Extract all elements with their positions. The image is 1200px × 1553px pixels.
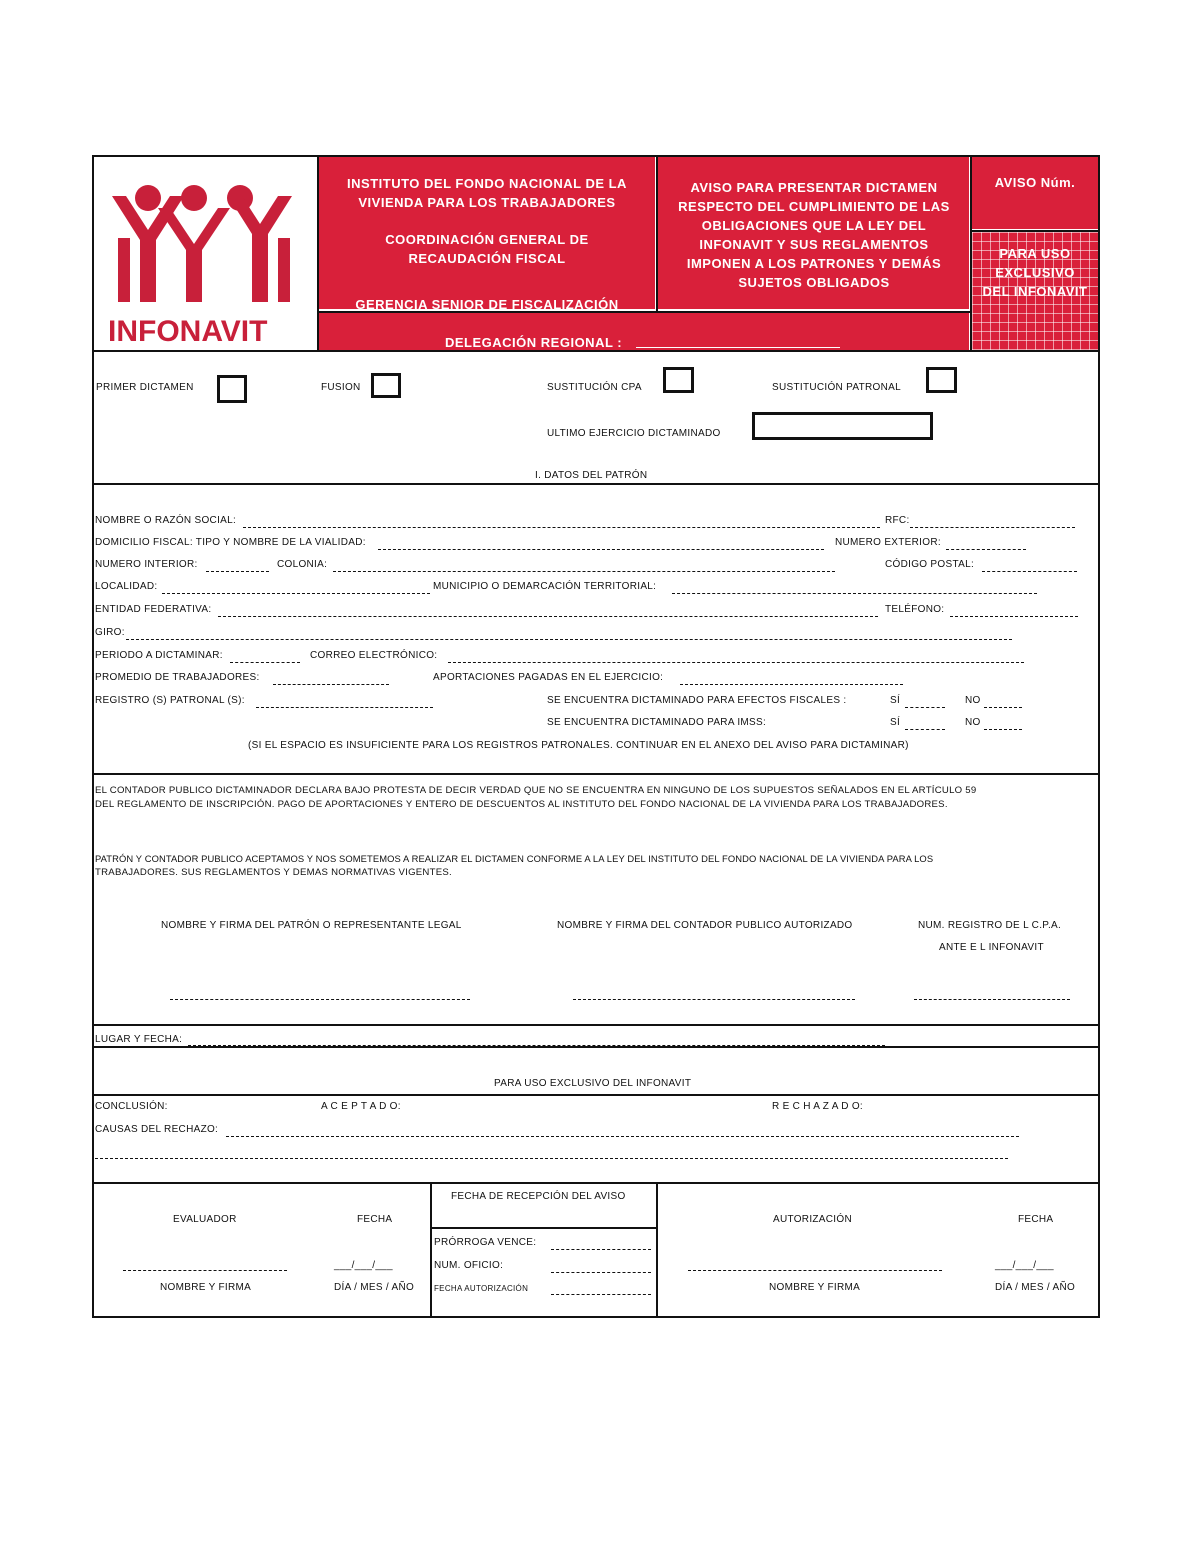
telefono-field[interactable]	[950, 616, 1078, 617]
regional-field[interactable]	[636, 347, 840, 348]
sustitucion-patronal-checkbox[interactable]	[926, 367, 957, 393]
section1-title: I. DATOS DEL PATRÓN	[535, 470, 648, 481]
giro-field[interactable]	[126, 639, 1012, 640]
evaluador-signature-line[interactable]	[123, 1270, 287, 1271]
registro-field[interactable]	[256, 707, 433, 708]
domicilio-field[interactable]	[378, 549, 824, 550]
declaration-line-1: EL CONTADOR PUBLICO DICTAMINADOR DECLARA BAJO PROTESTA DE DECIR VERDAD QUE NO SE ENCUENTRA EN NINGUNO DE LOS SUPUESTOS SEÑALADOS EN EL ARTÍCULO 59	[95, 785, 977, 796]
fecha-autorizacion-label: FECHA AUTORIZACIÓN	[434, 1284, 529, 1293]
declaration-line-3: PATRÓN Y CONTADOR PUBLICO ACEPTAMOS Y NOS SOMETEMOS A REALIZAR EL DICTAMEN CONFORME A LA LEY DEL INSTITUTO DEL FONDO NACIONAL DE LA VIVIENDA PARA LOS	[95, 853, 934, 864]
header-regional-block	[319, 313, 969, 350]
num-oficio-label: NUM. OFICIO:	[434, 1260, 504, 1271]
aportaciones-label: APORTACIONES PAGADAS EN EL EJERCICIO:	[433, 672, 664, 683]
rfc-label: RFC:	[885, 515, 910, 526]
exclusive-title: PARA USO EXCLUSIVO DEL INFONAVIT	[494, 1078, 692, 1089]
correo-field[interactable]	[448, 662, 1024, 663]
declaration-line-4: TRABAJADORES. SUS REGLAMENTOS Y DEMAS NORMATIVAS VIGENTES.	[95, 867, 452, 878]
entidad-field[interactable]	[218, 616, 878, 617]
registro-cpa-label: NUM. REGISTRO DE L C.P.A.	[918, 920, 1062, 931]
dict-imss-no-label: NO	[965, 717, 981, 728]
colonia-label: COLONIA:	[277, 559, 328, 570]
evaluador-dia-mes-anio: DÍA / MES / AÑO	[334, 1282, 415, 1293]
declaration-line-2: DEL REGLAMENTO DE INSCRIPCIÓN. PAGO DE APORTACIONES Y ENTERO DE DESCUENTOS AL INSTITUTO DEL FONDO NACIONAL DE LA VIVIENDA PARA LOS TRABAJADORES.	[95, 799, 948, 810]
prorroga-field[interactable]	[551, 1249, 651, 1250]
institute-name: INSTITUTO DEL FONDO NACIONAL DE LA VIVIENDA PARA LOS TRABAJADORES	[347, 176, 627, 210]
codigo-postal-label: CÓDIGO POSTAL:	[885, 559, 975, 570]
ultimo-ejercicio-input[interactable]	[752, 412, 933, 440]
dict-fiscales-si-label: SÍ	[890, 695, 901, 706]
dict-imss-label: SE ENCUENTRA DICTAMINADO PARA IMSS:	[547, 717, 767, 728]
logo-text: INFONAVIT	[108, 315, 268, 348]
evaluador-date-field[interactable]: ___/___/___	[334, 1260, 393, 1271]
regional-delegation: DELEGACIÓN REGIONAL :	[445, 335, 623, 350]
causas-field-2[interactable]	[95, 1158, 1008, 1159]
dict-imss-si-field[interactable]	[905, 729, 945, 730]
num-exterior-label: NUMERO EXTERIOR:	[835, 537, 941, 548]
telefono-label: TELÉFONO:	[885, 604, 945, 615]
contador-signature-line[interactable]	[573, 999, 855, 1000]
municipio-label: MUNICIPIO O DEMARCACIÓN TERRITORIAL:	[433, 581, 657, 592]
autorizacion-signature-line[interactable]	[688, 1270, 942, 1271]
recepcion-label: FECHA DE RECEPCIÓN DEL AVISO	[451, 1191, 626, 1202]
primer-dictamen-checkbox[interactable]	[217, 375, 247, 403]
ultimo-ejercicio-label: ULTIMO EJERCICIO DICTAMINADO	[547, 428, 721, 439]
codigo-postal-field[interactable]	[982, 571, 1077, 572]
coordination-name: COORDINACIÓN GENERAL DE RECAUDACIÓN FISCAL	[385, 232, 589, 266]
sustitucion-cpa-checkbox[interactable]	[663, 367, 694, 393]
ante-infonavit-label: ANTE E L INFONAVIT	[939, 942, 1044, 953]
causas-label: CAUSAS DEL RECHAZO:	[95, 1124, 219, 1135]
notice-number: AVISO Núm.	[994, 175, 1076, 190]
correo-label: CORREO ELECTRÓNICO:	[310, 650, 438, 661]
entidad-label: ENTIDAD FEDERATIVA:	[95, 604, 212, 615]
num-oficio-field[interactable]	[551, 1272, 651, 1273]
logo	[100, 168, 310, 348]
giro-label: GIRO:	[95, 627, 125, 638]
nombre-field[interactable]	[243, 527, 880, 528]
localidad-field[interactable]	[162, 593, 430, 594]
periodo-label: PERIODO A DICTAMINAR:	[95, 650, 223, 661]
aportaciones-field[interactable]	[680, 684, 903, 685]
header-number-block	[972, 157, 1098, 229]
causas-field[interactable]	[226, 1136, 1019, 1137]
lugar-fecha-label: LUGAR Y FECHA:	[95, 1034, 183, 1045]
exclusive-label: PARA USO EXCLUSIVO DEL INFONAVIT	[982, 246, 1088, 299]
prorroga-label: PRÓRROGA VENCE:	[434, 1237, 537, 1248]
dict-fiscales-no-field[interactable]	[984, 707, 1022, 708]
patron-signature-line[interactable]	[170, 999, 470, 1000]
fusion-checkbox[interactable]	[371, 373, 401, 398]
autorizacion-date-field[interactable]: ___/___/___	[995, 1260, 1054, 1271]
dict-fiscales-si-field[interactable]	[905, 707, 945, 708]
sustitucion-cpa-label: SUSTITUCIÓN CPA	[547, 382, 642, 393]
dict-fiscales-no-label: NO	[965, 695, 981, 706]
num-exterior-field[interactable]	[946, 549, 1026, 550]
municipio-field[interactable]	[672, 593, 1037, 594]
domicilio-label: DOMICILIO FISCAL: TIPO Y NOMBRE DE LA VIALIDAD:	[95, 537, 366, 548]
num-interior-label: NUMERO INTERIOR:	[95, 559, 198, 570]
dict-imss-si-label: SÍ	[890, 717, 901, 728]
nombre-label: NOMBRE O RAZÓN SOCIAL:	[95, 515, 237, 526]
rechazado-label[interactable]: R E C H A Z A D O:	[772, 1101, 863, 1112]
infonavit-logo-icon	[100, 168, 310, 348]
registro-cpa-line[interactable]	[914, 999, 1070, 1000]
num-interior-field[interactable]	[206, 571, 269, 572]
autorizacion-label: AUTORIZACIÓN	[773, 1214, 852, 1225]
promedio-field[interactable]	[273, 684, 389, 685]
primer-dictamen-label: PRIMER DICTAMEN	[96, 382, 194, 393]
dict-fiscales-label: SE ENCUENTRA DICTAMINADO PARA EFECTOS FISCALES :	[547, 695, 847, 706]
localidad-label: LOCALIDAD:	[95, 581, 158, 592]
autorizacion-nombre-firma: NOMBRE Y FIRMA	[769, 1282, 861, 1293]
aceptado-label[interactable]: A C E P T A D O:	[321, 1101, 401, 1112]
rfc-field[interactable]	[910, 527, 1075, 528]
sustitucion-patronal-label: SUSTITUCIÓN PATRONAL	[772, 382, 901, 393]
fecha-autorizacion-field[interactable]	[551, 1294, 651, 1295]
autorizacion-dia-mes-anio: DÍA / MES / AÑO	[995, 1282, 1076, 1293]
colonia-field[interactable]	[333, 571, 835, 572]
conclusion-label: CONCLUSIÓN:	[95, 1101, 168, 1112]
fusion-label: FUSION	[321, 382, 361, 393]
notice-title: AVISO PARA PRESENTAR DICTAMEN RESPECTO DEL CUMPLIMIENTO DE LAS OBLIGACIONES QUE LA LEY DEL INFONAVIT Y SUS REGLAMENTOS IMPONEN A LOS PATRONES Y DEMÁS SUJETOS OBLIGADOS	[678, 180, 950, 290]
contador-signature-label: NOMBRE Y FIRMA DEL CONTADOR PUBLICO AUTORIZADO	[557, 920, 853, 931]
management-name: GERENCIA SENIOR DE FISCALIZACIÓN	[355, 297, 619, 312]
registro-note: (SI EL ESPACIO ES INSUFICIENTE PARA LOS REGISTROS PATRONALES. CONTINUAR EN EL ANEXO DEL AVISO PARA DICTAMINAR)	[248, 740, 909, 751]
registro-label: REGISTRO (S) PATRONAL (S):	[95, 695, 245, 706]
dict-imss-no-field[interactable]	[984, 729, 1022, 730]
patron-signature-label: NOMBRE Y FIRMA DEL PATRÓN O REPRESENTANTE LEGAL	[161, 920, 462, 931]
autorizacion-fecha-label: FECHA	[1018, 1214, 1054, 1225]
evaluador-nombre-firma: NOMBRE Y FIRMA	[160, 1282, 252, 1293]
periodo-field[interactable]	[230, 662, 300, 663]
evaluador-fecha-label: FECHA	[357, 1214, 393, 1225]
evaluador-label: EVALUADOR	[173, 1214, 237, 1225]
promedio-label: PROMEDIO DE TRABAJADORES:	[95, 672, 260, 683]
